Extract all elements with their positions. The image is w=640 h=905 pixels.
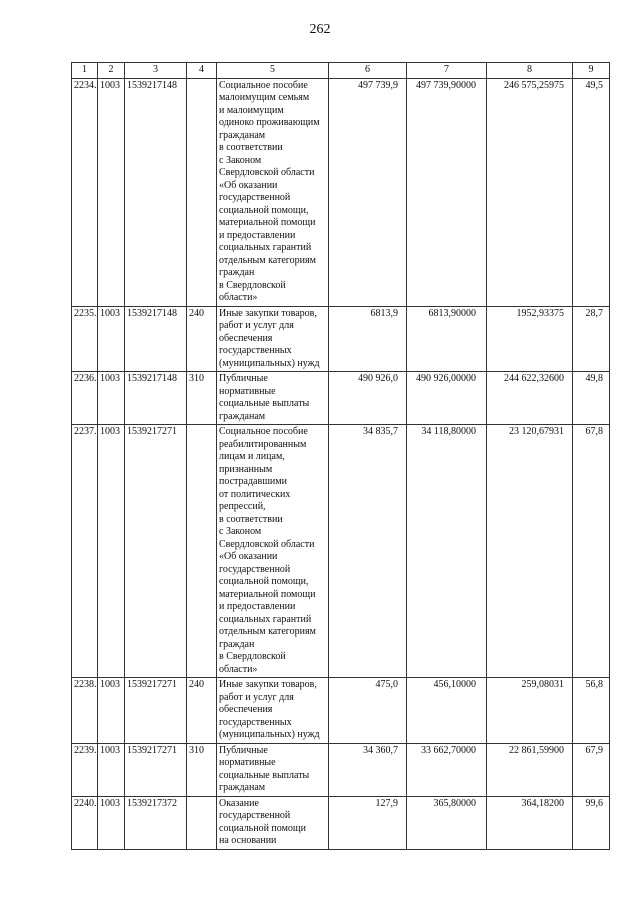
planned-amount: 497 739,9 xyxy=(329,78,407,306)
execution-percent: 28,7 xyxy=(573,306,610,372)
approved-amount: 497 739,90000 xyxy=(407,78,487,306)
approved-amount: 456,10000 xyxy=(407,678,487,744)
target-code: 1539217271 xyxy=(125,678,187,744)
approved-amount: 490 926,00000 xyxy=(407,372,487,425)
description: Социальное пособие малоимущим семьям и малоимущим одиноко проживающим гражданам в соответствии с Законом Свердловской области «Об оказании государственной социальной помощи, материальной помощи и предоставлении социальных гарантий отдельным категориям граждан в Свердловской области» xyxy=(217,78,329,306)
executed-amount: 23 120,67931 xyxy=(487,425,573,678)
section-code: 1003 xyxy=(98,425,125,678)
target-code: 1539217271 xyxy=(125,425,187,678)
execution-percent: 49,8 xyxy=(573,372,610,425)
execution-percent: 49,5 xyxy=(573,78,610,306)
expense-type xyxy=(187,796,217,849)
target-code: 1539217148 xyxy=(125,306,187,372)
budget-table xyxy=(71,62,610,850)
col-header-8: 8 xyxy=(487,63,573,79)
section-code: 1003 xyxy=(98,372,125,425)
col-header-9: 9 xyxy=(573,63,610,79)
planned-amount: 6813,9 xyxy=(329,306,407,372)
table-row xyxy=(72,78,610,306)
target-code: 1539217148 xyxy=(125,372,187,425)
planned-amount: 127,9 xyxy=(329,796,407,849)
executed-amount: 246 575,25975 xyxy=(487,78,573,306)
expense-type xyxy=(187,425,217,678)
row-number: 2238. xyxy=(72,678,98,744)
section-code: 1003 xyxy=(98,678,125,744)
table-row xyxy=(72,796,610,849)
col-header-1: 1 xyxy=(72,63,98,79)
expense-type: 240 xyxy=(187,306,217,372)
executed-amount: 259,08031 xyxy=(487,678,573,744)
row-number: 2237. xyxy=(72,425,98,678)
col-header-5: 5 xyxy=(217,63,329,79)
executed-amount: 244 622,32600 xyxy=(487,372,573,425)
planned-amount: 34 360,7 xyxy=(329,743,407,796)
target-code: 1539217148 xyxy=(125,78,187,306)
row-number: 2234. xyxy=(72,78,98,306)
execution-percent: 67,9 xyxy=(573,743,610,796)
planned-amount: 34 835,7 xyxy=(329,425,407,678)
page-number: 262 xyxy=(309,22,331,37)
execution-percent: 67,8 xyxy=(573,425,610,678)
expense-type xyxy=(187,78,217,306)
description: Иные закупки товаров, работ и услуг для обеспечения государственных (муниципальных) нужд xyxy=(217,678,329,744)
description: Оказание государственной социальной помощи на основании xyxy=(217,796,329,849)
approved-amount: 34 118,80000 xyxy=(407,425,487,678)
execution-percent: 56,8 xyxy=(573,678,610,744)
col-header-4: 4 xyxy=(187,63,217,79)
description: Публичные нормативные социальные выплаты гражданам xyxy=(217,743,329,796)
section-code: 1003 xyxy=(98,306,125,372)
table-row xyxy=(72,743,610,796)
approved-amount: 6813,90000 xyxy=(407,306,487,372)
executed-amount: 1952,93375 xyxy=(487,306,573,372)
col-header-3: 3 xyxy=(125,63,187,79)
row-number: 2235. xyxy=(72,306,98,372)
planned-amount: 490 926,0 xyxy=(329,372,407,425)
description: Социальное пособие реабилитированным лицам и лицам, признанным пострадавшими от политических репрессий, в соответствии с Законом Свердловской области «Об оказании государственной социальной помощи, материальной помощи и предоставлении социальных гарантий отдельным категориям граждан в Свердловской области» xyxy=(217,425,329,678)
target-code: 1539217372 xyxy=(125,796,187,849)
col-header-2: 2 xyxy=(98,63,125,79)
expense-type: 310 xyxy=(187,743,217,796)
row-number: 2240. xyxy=(72,796,98,849)
table-row xyxy=(72,372,610,425)
approved-amount: 33 662,70000 xyxy=(407,743,487,796)
table-row xyxy=(72,306,610,372)
description: Публичные нормативные социальные выплаты гражданам xyxy=(217,372,329,425)
expense-type: 240 xyxy=(187,678,217,744)
header-row xyxy=(72,63,610,79)
description: Иные закупки товаров, работ и услуг для обеспечения государственных (муниципальных) нужд xyxy=(217,306,329,372)
row-number: 2236. xyxy=(72,372,98,425)
approved-amount: 365,80000 xyxy=(407,796,487,849)
execution-percent: 99,6 xyxy=(573,796,610,849)
executed-amount: 364,18200 xyxy=(487,796,573,849)
table-row xyxy=(72,425,610,678)
col-header-6: 6 xyxy=(329,63,407,79)
section-code: 1003 xyxy=(98,78,125,306)
expense-type: 310 xyxy=(187,372,217,425)
executed-amount: 22 861,59900 xyxy=(487,743,573,796)
table-row xyxy=(72,678,610,744)
section-code: 1003 xyxy=(98,796,125,849)
target-code: 1539217271 xyxy=(125,743,187,796)
planned-amount: 475,0 xyxy=(329,678,407,744)
row-number: 2239. xyxy=(72,743,98,796)
section-code: 1003 xyxy=(98,743,125,796)
col-header-7: 7 xyxy=(407,63,487,79)
